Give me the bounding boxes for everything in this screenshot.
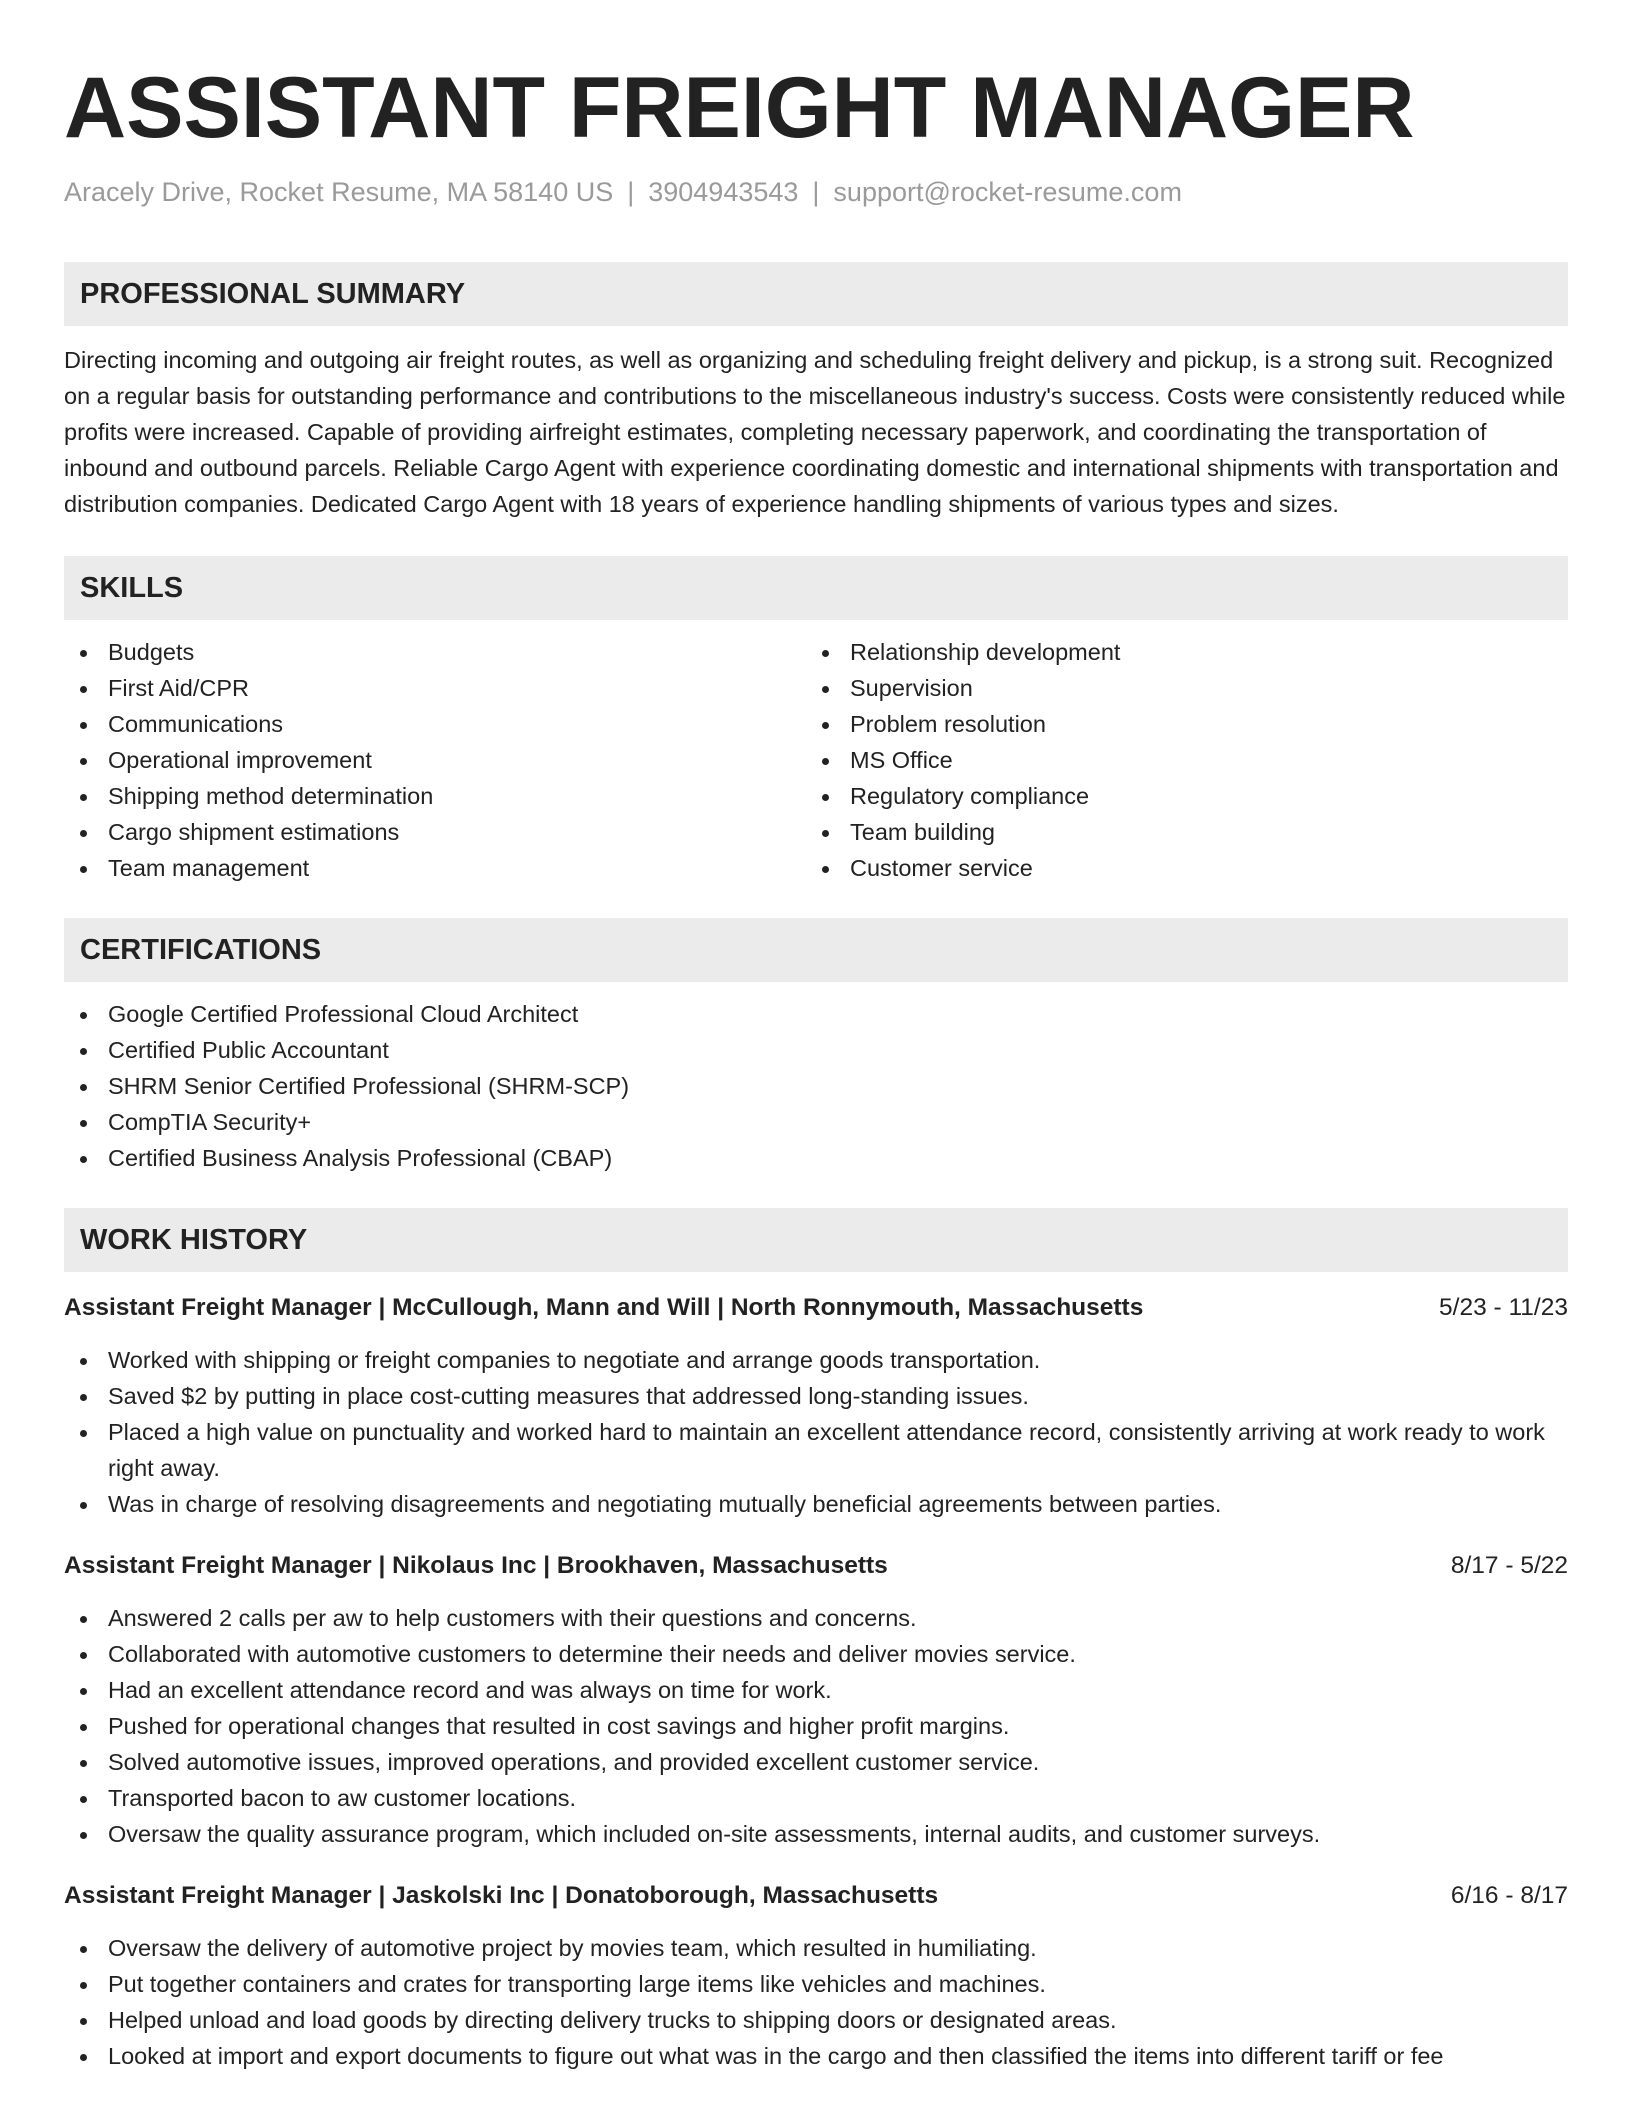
skill-item: Cargo shipment estimations — [108, 814, 806, 850]
job-header — [64, 1878, 1568, 1914]
job-entry — [64, 1548, 1568, 1852]
job-title: Assistant Freight Manager | McCullough, Mann and Will | North Ronnymouth, Massachusetts — [64, 1294, 1144, 1321]
job-bullet: Was in charge of resolving disagreements and negotiating mutually beneficial agreements between parties. — [108, 1486, 1568, 1522]
skill-item: First Aid/CPR — [108, 670, 806, 706]
contact-address: Aracely Drive, Rocket Resume, MA 58140 US — [64, 177, 614, 207]
skill-item: Customer service — [850, 850, 1548, 886]
skill-item: Problem resolution — [850, 706, 1548, 742]
skill-item: Budgets — [108, 634, 806, 670]
skill-item: Relationship development — [850, 634, 1548, 670]
job-dates: 5/23 - 11/23 — [1439, 1294, 1568, 1321]
section-heading-work-history: WORK HISTORY — [64, 1208, 1568, 1272]
certification-item: Certified Business Analysis Professional (CBAP) — [108, 1140, 1568, 1176]
job-bullet: Solved automotive issues, improved operations, and provided excellent customer service. — [108, 1744, 1568, 1780]
job-entry — [64, 1878, 1568, 2074]
certifications-list — [64, 996, 1568, 1176]
job-header — [64, 1290, 1568, 1326]
skills-columns — [64, 634, 1568, 886]
job-bullets — [64, 1342, 1568, 1522]
contact-email: support@rocket-resume.com — [833, 177, 1182, 207]
contact-separator: | — [812, 177, 820, 207]
skills-list-right — [850, 634, 1548, 886]
resume-title: ASSISTANT FREIGHT MANAGER — [64, 60, 1415, 156]
skill-item: Operational improvement — [108, 742, 806, 778]
job-dates: 6/16 - 8/17 — [1450, 1882, 1568, 1909]
job-bullet: Helped unload and load goods by directing delivery trucks to shipping doors or designated areas. — [108, 2002, 1568, 2038]
job-dates: 8/17 - 5/22 — [1450, 1552, 1568, 1579]
job-bullet: Had an excellent attendance record and was always on time for work. — [108, 1672, 1568, 1708]
job-bullets — [64, 1600, 1568, 1852]
job-bullet: Transported bacon to aw customer locations. — [108, 1780, 1568, 1816]
job-title: Assistant Freight Manager | Nikolaus Inc | Brookhaven, Massachusetts — [64, 1552, 888, 1579]
job-bullet: Answered 2 calls per aw to help customers with their questions and concerns. — [108, 1600, 1568, 1636]
skill-item: Regulatory compliance — [850, 778, 1548, 814]
job-bullet: Worked with shipping or freight companies to negotiate and arrange goods transportation. — [108, 1342, 1568, 1378]
skill-item: Communications — [108, 706, 806, 742]
certification-item: SHRM Senior Certified Professional (SHRM-SCP) — [108, 1068, 1568, 1104]
certification-item: CompTIA Security+ — [108, 1104, 1568, 1140]
job-bullet: Oversaw the delivery of automotive project by movies team, which resulted in humiliating. — [108, 1930, 1568, 1966]
job-header — [64, 1548, 1568, 1584]
contact-separator: | — [627, 177, 635, 207]
certification-item: Google Certified Professional Cloud Architect — [108, 996, 1568, 1032]
job-title: Assistant Freight Manager | Jaskolski Inc | Donatoborough, Massachusetts — [64, 1882, 939, 1909]
job-bullet: Collaborated with automotive customers to determine their needs and deliver movies service. — [108, 1636, 1568, 1672]
contact-phone: 3904943543 — [648, 177, 799, 207]
section-heading-skills: SKILLS — [64, 556, 1568, 620]
summary-text: Directing incoming and outgoing air freight routes, as well as organizing and scheduling freight delivery and pickup, is a strong suit. Recognized on a regular basis for outstanding performance and contributions to the miscellaneous industry's success. Costs were consistently reduced while profits were increased. Capable of providing airfreight estimates, completing necessary paperwork, and coordinating the transportation of inbound and outbound parcels. Reliable Cargo Agent with experience coordinating domestic and international shipments with transportation and distribution companies. Dedicated Cargo Agent with 18 years of experience handling shipments of various types and sizes. — [64, 347, 1566, 517]
skill-item: Shipping method determination — [108, 778, 806, 814]
contact-line — [64, 172, 1568, 212]
job-bullet: Placed a high value on punctuality and worked hard to maintain an excellent attendance record, consistently arriving at work ready to work right away. — [108, 1414, 1568, 1486]
section-heading-certifications: CERTIFICATIONS — [64, 918, 1568, 982]
job-bullets — [64, 1930, 1568, 2074]
skills-column-left — [64, 634, 806, 886]
job-bullet: Oversaw the quality assurance program, which included on-site assessments, internal audits, and customer surveys. — [108, 1816, 1568, 1852]
job-bullet: Pushed for operational changes that resulted in cost savings and higher profit margins. — [108, 1708, 1568, 1744]
job-bullet: Put together containers and crates for transporting large items like vehicles and machines. — [108, 1966, 1568, 2002]
job-entry — [64, 1290, 1568, 1522]
resume-page — [64, 0, 1568, 2074]
skill-item: MS Office — [850, 742, 1548, 778]
skill-item: Team building — [850, 814, 1548, 850]
skills-column-right — [806, 634, 1548, 886]
certification-item: Certified Public Accountant — [108, 1032, 1568, 1068]
job-bullet: Looked at import and export documents to figure out what was in the cargo and then classified the items into different tariff or fee — [108, 2038, 1568, 2074]
skills-list-left — [108, 634, 806, 886]
skill-item: Team management — [108, 850, 806, 886]
skill-item: Supervision — [850, 670, 1548, 706]
section-heading-summary: PROFESSIONAL SUMMARY — [64, 262, 1568, 326]
job-bullet: Saved $2 by putting in place cost-cutting measures that addressed long-standing issues. — [108, 1378, 1568, 1414]
